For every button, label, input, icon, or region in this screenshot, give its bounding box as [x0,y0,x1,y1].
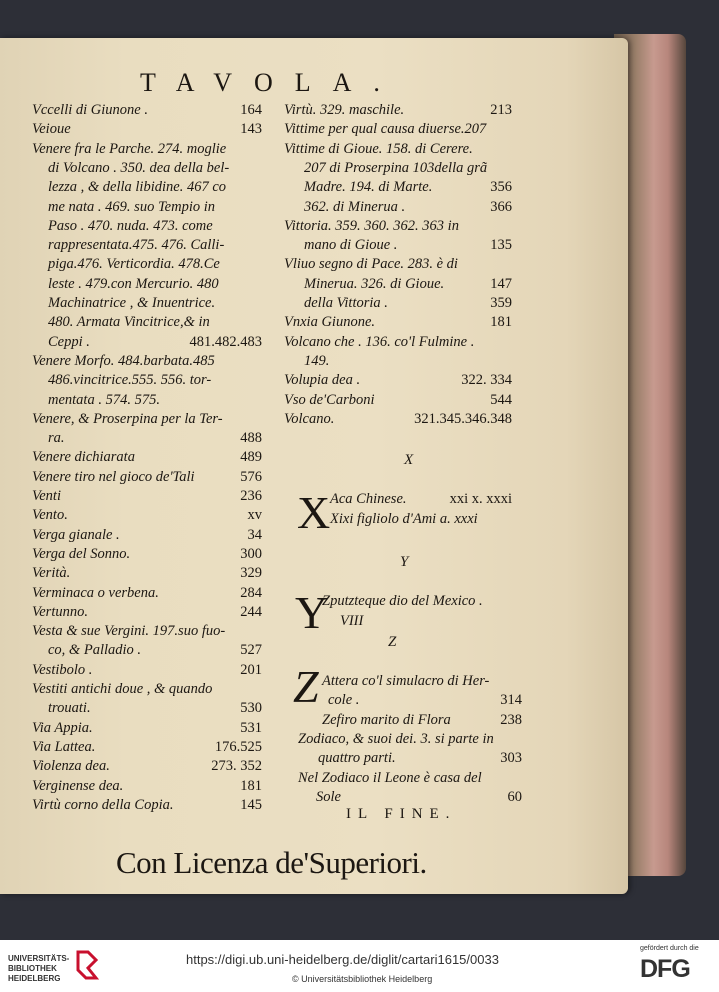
index-entry: Vesta & sue Vergini. 197.suo fuo- [32,623,226,640]
index-entry: Zefiro marito di Flora [322,711,451,728]
index-entry: Vittime di Gioue. 158. di Cerere. [284,140,473,157]
library-name-line3: HEIDELBERG [8,974,61,983]
index-entry: Zputzteque dio del Mexico . [322,593,483,609]
viewer-footer [0,940,719,992]
index-entry: Venere fra le Parche. 274. moglie [32,140,227,157]
section-y-initial: Y [295,587,329,638]
index-entry: Nel Zodiaco il Leone è casa del [298,769,482,786]
index-entry: Virtù corno della Copia. [32,796,174,813]
index-entry: co, & Palladio . [48,642,142,659]
index-entry: Machinatrice , & Inuentrice. [48,295,216,311]
index-entry: quattro parti. [318,750,396,767]
section-x-heading: X [404,452,414,468]
index-page-number: 329 [240,565,262,582]
library-name-line1: UNIVERSITÄTS- [8,954,70,963]
index-entry: Sole [316,788,341,805]
index-entry: Volupia dea . [284,372,361,389]
page-title: TAVOLA. [140,68,402,97]
index-entry: Xixi figliolo d'Ami a. xxxi [330,510,478,527]
index-entry: Vertunno. [32,603,88,620]
index-page-number: 544 [490,391,512,408]
index-page-number: 236 [240,488,262,504]
library-name-line2: BIBLIOTHEK [8,964,57,973]
index-entry: me nata . 469. suo Tempio in [48,198,216,215]
index-page-number: 359 [490,295,512,311]
index-entry: Paso . 470. nuda. 473. come [48,217,213,234]
index-page-number: 34 [247,526,262,543]
index-entry: Vliuo segno di Pace. 283. è di [284,256,458,273]
index-entry: Venere dichiarata [32,449,135,466]
index-entry: ra. [48,430,65,447]
index-entry: leste . 479.con Mercurio. 480 [48,275,219,292]
index-entry: 149. [304,352,330,369]
index-entry: Via Lattea. [32,738,96,755]
index-entry: Venere Morfo. 484.barbata.485 [32,352,215,369]
index-page-number: 201 [240,661,262,678]
index-entry: Violenza dea. [32,758,110,775]
index-entry: Vccelli di Giunone . [32,102,148,118]
index-entry: Vento. [32,507,68,524]
index-page-number: 238 [500,711,522,728]
section-x-initial: X [297,487,331,538]
index-entry: rappresentata.475. 476. Calli- [48,237,225,254]
index-entry: Madre. 194. di Marte. [304,179,433,196]
finis-text: IL FINE. [346,806,457,822]
index-page-number: 576 [240,468,262,485]
index-entry: cole . [328,692,360,709]
index-entry: piga.476. Verticordia. 478.Ce [48,256,220,273]
index-entry: Vnxia Giunone. [284,314,376,331]
index-page-number: 145 [240,796,262,813]
index-entry: Zodiaco, & suoi dei. 3. si parte in [298,730,494,747]
dfg-logo: DFG [640,955,690,983]
index-page-number: 366 [490,198,512,215]
index-entry: Venti [32,488,61,504]
index-entry: Verga gianale . [32,526,120,543]
index-page-number: 322. 334 [461,372,512,389]
index-page-number: 147 [490,275,512,292]
index-page-number: xxi x. xxxi [449,491,512,507]
index-page-number: 284 [240,584,262,601]
index-page-number: 176.525 [214,738,262,755]
index-page-number: 321.345.346.348 [414,410,512,427]
index-page-number: 60 [507,788,522,805]
index-entry: Volcano che . 136. co'l Fulmine . [284,333,475,350]
section-z-heading: Z [388,634,397,650]
index-entry: di Volcano . 350. dea della bel- [48,159,230,176]
index-entry: della Vittoria . [304,295,388,311]
index-entry: Vestiti antichi doue , & quando [32,681,213,697]
index-page-number: 143 [240,121,262,138]
index-page-number: 300 [240,545,262,562]
index-page-number: 489 [240,449,262,466]
index-entry: 480. Armata Vincitrice,& in [48,314,210,331]
index-page-number: 527 [240,642,262,659]
index-entry: mentata . 574. 575. [48,391,160,408]
index-page-number: 135 [490,237,512,254]
index-entry: Veioue [32,121,71,138]
index-page-number: 164 [240,102,262,118]
index-entry: mano di Gioue . [304,237,398,254]
index-entry: Verginense dea. [32,777,124,794]
index-entry: Aca Chinese. [330,491,407,507]
index-entry: trouati. [48,700,91,717]
index-entry: Vittoria. 359. 360. 362. 363 in [284,217,459,234]
library-name [8,954,69,984]
index-entry: Venere tiro nel gioco de'Tali [32,468,195,485]
funder-note: gefördert durch die [640,945,699,952]
index-page-number: 213 [490,102,512,118]
index-entry: Vittime per qual causa diuerse.207 [284,121,487,138]
index-entry: Virtù. 329. maschile. [284,102,405,118]
section-z-initial: Z [293,661,319,712]
index-page-number: 181 [490,314,512,331]
index-entry: Ceppi . [48,333,90,350]
index-entry: Vestibolo . [32,661,93,678]
index-page-number: 303 [500,750,522,767]
index-entry: Via Appia. [32,719,93,736]
permalink-url[interactable]: https://digi.ub.uni-heidelberg.de/diglit/cartari1615/0033 [186,952,499,967]
copyright-notice: © Universitätsbibliothek Heidelberg [292,974,433,984]
index-entry: Venere, & Proserpina per la Ter- [32,410,223,427]
index-page-number: 530 [240,700,262,717]
index-page-number: 356 [490,179,512,196]
library-logo-icon [74,948,100,982]
index-entry: 207 di Proserpina 103della grã [304,159,488,176]
index-entry: VIII [340,612,364,629]
index-page-number: 531 [240,719,262,736]
license-imprint: Con Licenza de'Superiori. [116,845,427,880]
index-page-number: xv [247,507,262,524]
index-entry: 362. di Minerua . [304,198,406,215]
index-page-number: 488 [240,430,262,447]
index-entry: Verga del Sonno. [32,545,131,562]
index-entry: Verminaca o verbena. [32,584,159,601]
index-page-number: 244 [240,603,262,620]
section-y-heading: Y [400,554,409,570]
index-entry: 486.vincitrice.555. 556. tor- [48,372,212,389]
index-entry: Attera co'l simulacro di Her- [322,673,490,689]
index-entry: Minerua. 326. di Gioue. [304,275,445,292]
index-page-number: 481.482.483 [189,333,262,350]
index-entry: Verità. [32,565,71,582]
index-page-number: 181 [240,777,262,794]
index-page-number: 273. 352 [211,758,262,775]
index-entry: Vso de'Carboni [284,391,375,408]
index-entry: Volcano. [284,410,335,427]
index-entry: lezza , & della libidine. 467 co [48,179,227,196]
index-page-number: 314 [500,692,522,709]
